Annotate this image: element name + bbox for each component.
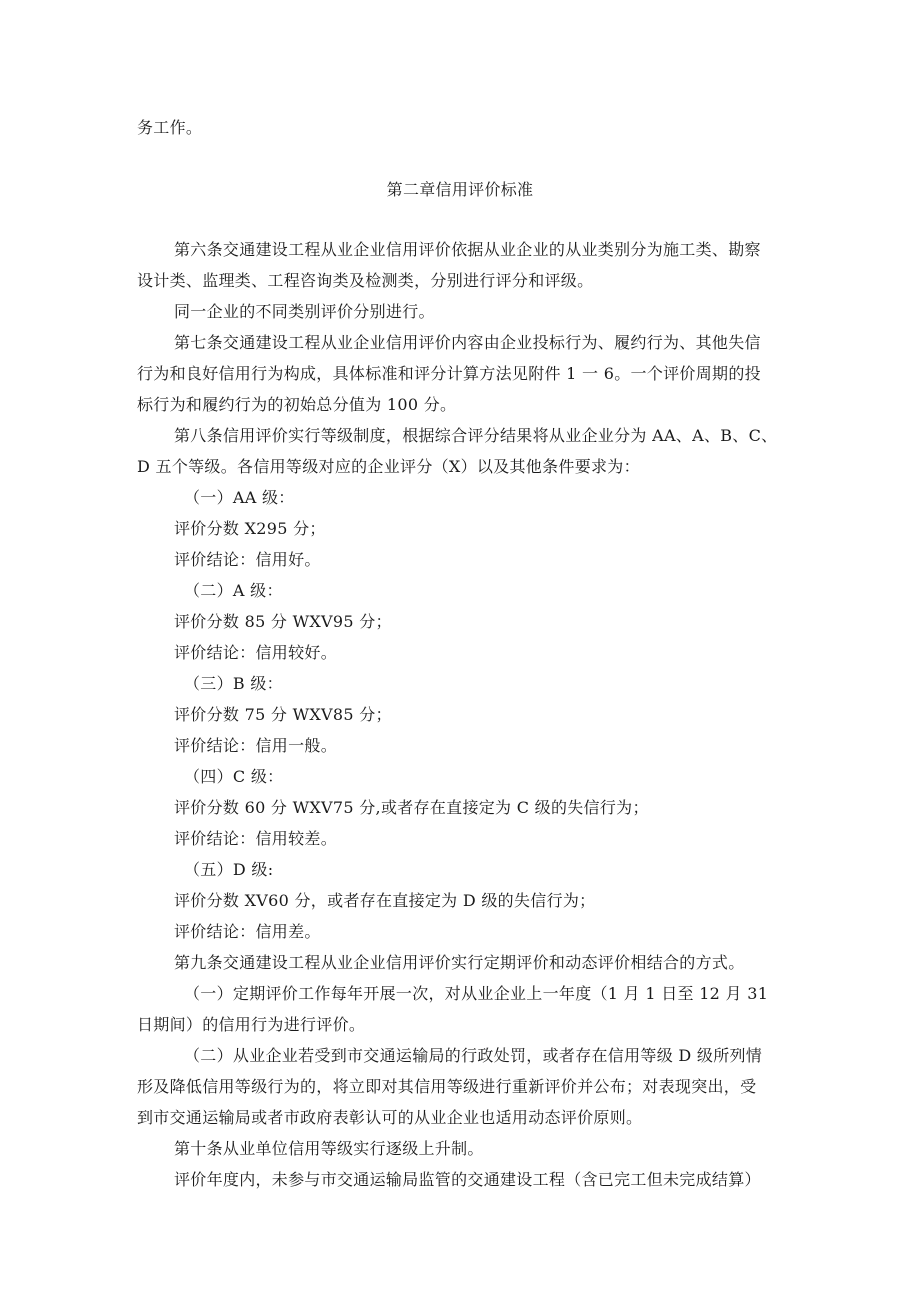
text-line: D 五个等级。各信用等级对应的企业评分（X）以及其他条件要求为： [137, 457, 640, 476]
text-line: 评价结论：信用较差。 [174, 829, 338, 848]
text-line: （一）AA 级： [184, 488, 295, 507]
text-line: 第八条信用评价实行等级制度，根据综合评分结果将从业企业分为 AA、A、B、C、 [174, 426, 778, 445]
text-line: 第七条交通建设工程从业企业信用评价内容由企业投标行为、履约行为、其他失信 [174, 333, 761, 352]
text-line: 评价分数 XV60 分，或者存在直接定为 D 级的失信行为； [174, 891, 596, 910]
text-line: （二）A 级： [184, 581, 283, 600]
text-line: （二）从业企业若受到市交通运输局的行政处罚，或者存在信用等级 D 级所列情 [184, 1046, 763, 1065]
text-line: 日期间）的信用行为进行评价。 [137, 1015, 366, 1034]
text-line: 第六条交通建设工程从业企业信用评价依据从业企业的从业类别分为施工类、勘察 [174, 240, 761, 259]
text-line: （一）定期评价工作每年开展一次，对从业企业上一年度（1 月 1 日至 12 月 31 [184, 984, 769, 1003]
text-line: 评价分数 X295 分； [174, 519, 326, 538]
text-line: （三）B 级： [184, 674, 283, 693]
text-line: 评价结论：信用较好。 [174, 643, 338, 662]
text-line: 行为和良好信用行为构成，具体标准和评分计算方法见附件 1 一 6。一个评价周期的投 [137, 364, 761, 383]
chapter-title: 第二章信用评价标准 [386, 180, 534, 199]
text-line: 第九条交通建设工程从业企业信用评价实行定期评价和动态评价相结合的方式。 [174, 953, 745, 972]
text-line: 标行为和履约行为的初始总分值为 100 分。 [137, 395, 457, 414]
text-line: 评价分数 60 分 WXV75 分,或者存在直接定为 C 级的失信行为； [174, 798, 649, 817]
text-line: 务工作。 [137, 118, 203, 137]
text-line: 到市交通运输局或者市政府表彰认可的从业企业也适用动态评价原则。 [137, 1108, 643, 1127]
text-line: （四）C 级： [184, 767, 284, 786]
text-line: （五）D 级: [184, 860, 274, 879]
text-line: 评价分数 75 分 WXV85 分； [174, 705, 392, 724]
text-line: 第十条从业单位信用等级实行逐级上升制。 [174, 1139, 484, 1158]
text-line: 评价分数 85 分 WXV95 分； [174, 612, 392, 631]
text-line: 评价年度内，未参与市交通运输局监管的交通建设工程（含已完工但未完成结算） [174, 1170, 761, 1189]
text-line: 设计类、监理类、工程咨询类及检测类，分别进行评分和评级。 [137, 271, 594, 290]
text-line: 评价结论：信用一般。 [174, 736, 338, 755]
text-line: 评价结论：信用好。 [174, 550, 321, 569]
text-line: 形及降低信用等级行为的，将立即对其信用等级进行重新评价并公布；对表现突出，受 [137, 1077, 757, 1096]
text-line: 同一企业的不同类别评价分别进行。 [174, 302, 435, 321]
text-line: 评价结论：信用差。 [174, 922, 321, 941]
